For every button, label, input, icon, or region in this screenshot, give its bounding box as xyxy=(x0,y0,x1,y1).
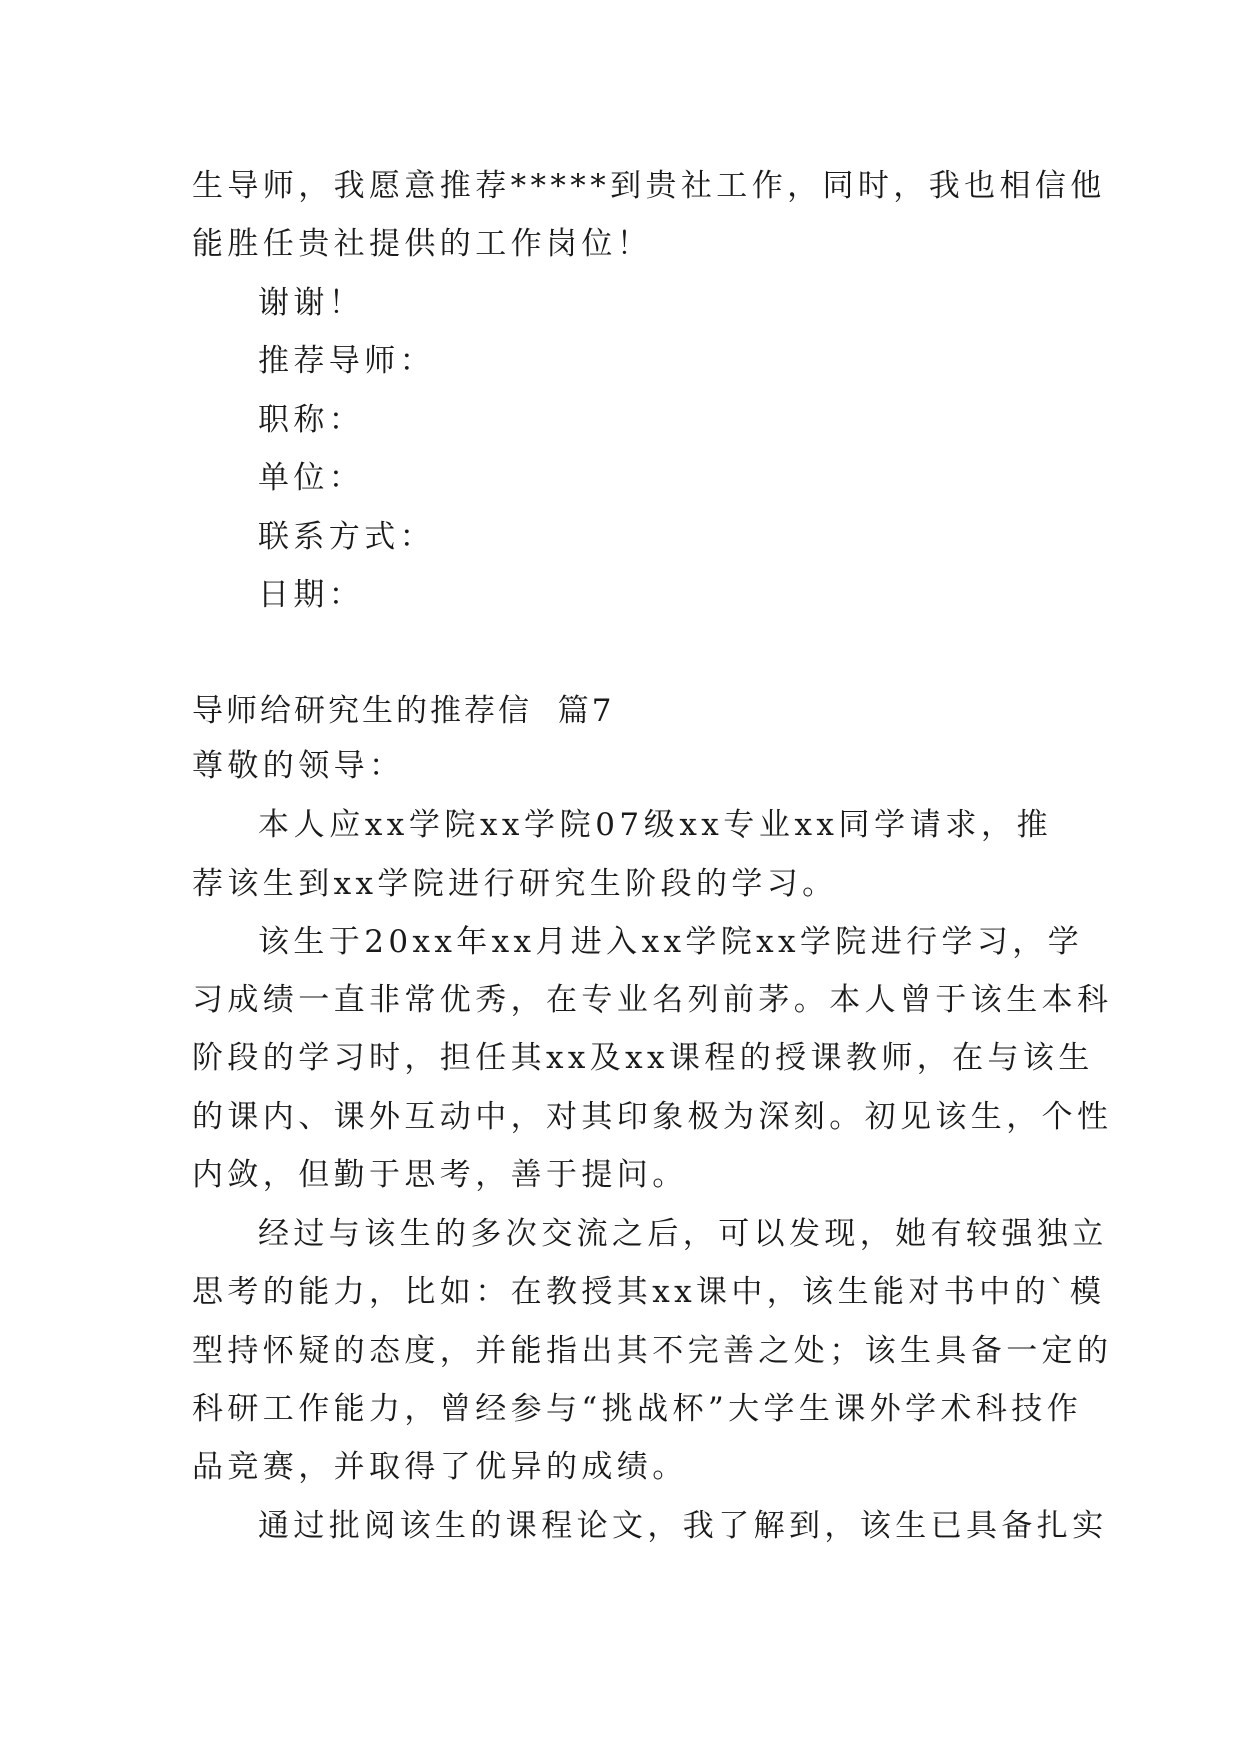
contact-line: 联系方式： xyxy=(258,519,435,555)
salutation: 尊敬的领导： xyxy=(192,748,405,784)
title-line: 职称： xyxy=(258,402,365,438)
paragraph-3-line-5: 品竞赛，并取得了优异的成绩。 xyxy=(192,1449,688,1485)
recommender-line: 推荐导师： xyxy=(258,343,435,379)
paragraph-1-line-2: 荐该生到xx学院进行研究生阶段的学习。 xyxy=(192,866,838,902)
intro-line-2: 能胜任贵社提供的工作岗位！ xyxy=(192,226,653,262)
section-title: 导师给研究生的推荐信 篇7 xyxy=(192,693,615,729)
paragraph-2-line-2: 习成绩一直非常优秀，在专业名列前茅。本人曾于该生本科 xyxy=(192,982,1113,1018)
paragraph-1-line-1: 本人应xx学院xx学院07级xx专业xx同学请求，推 xyxy=(258,807,1052,843)
paragraph-3-line-1: 经过与该生的多次交流之后，可以发现，她有较强独立 xyxy=(258,1216,1108,1252)
intro-line-1: 生导师，我愿意推荐*****到贵社工作，同时，我也相信他 xyxy=(192,168,1106,204)
paragraph-2-line-5: 内敛，但勤于思考，善于提问。 xyxy=(192,1157,688,1193)
paragraph-3-line-2: 思考的能力，比如：在教授其xx课中，该生能对书中的`模 xyxy=(192,1274,1106,1310)
paragraph-2-line-4: 的课内、课外互动中，对其印象极为深刻。初见该生，个性 xyxy=(192,1099,1113,1135)
date-line: 日期： xyxy=(258,577,365,613)
thanks-line: 谢谢！ xyxy=(258,285,365,321)
paragraph-2-line-1: 该生于20xx年xx月进入xx学院xx学院进行学习，学 xyxy=(258,924,1084,960)
paragraph-2-line-3: 阶段的学习时，担任其xx及xx课程的授课教师，在与该生 xyxy=(192,1040,1094,1076)
paragraph-3-line-3: 型持怀疑的态度，并能指出其不完善之处；该生具备一定的 xyxy=(192,1333,1113,1369)
unit-line: 单位： xyxy=(258,460,365,496)
paragraph-3-line-4: 科研工作能力，曾经参与“挑战杯”大学生课外学术科技作 xyxy=(192,1391,1083,1427)
paragraph-4-line-1: 通过批阅该生的课程论文，我了解到，该生已具备扎实 xyxy=(258,1508,1108,1544)
